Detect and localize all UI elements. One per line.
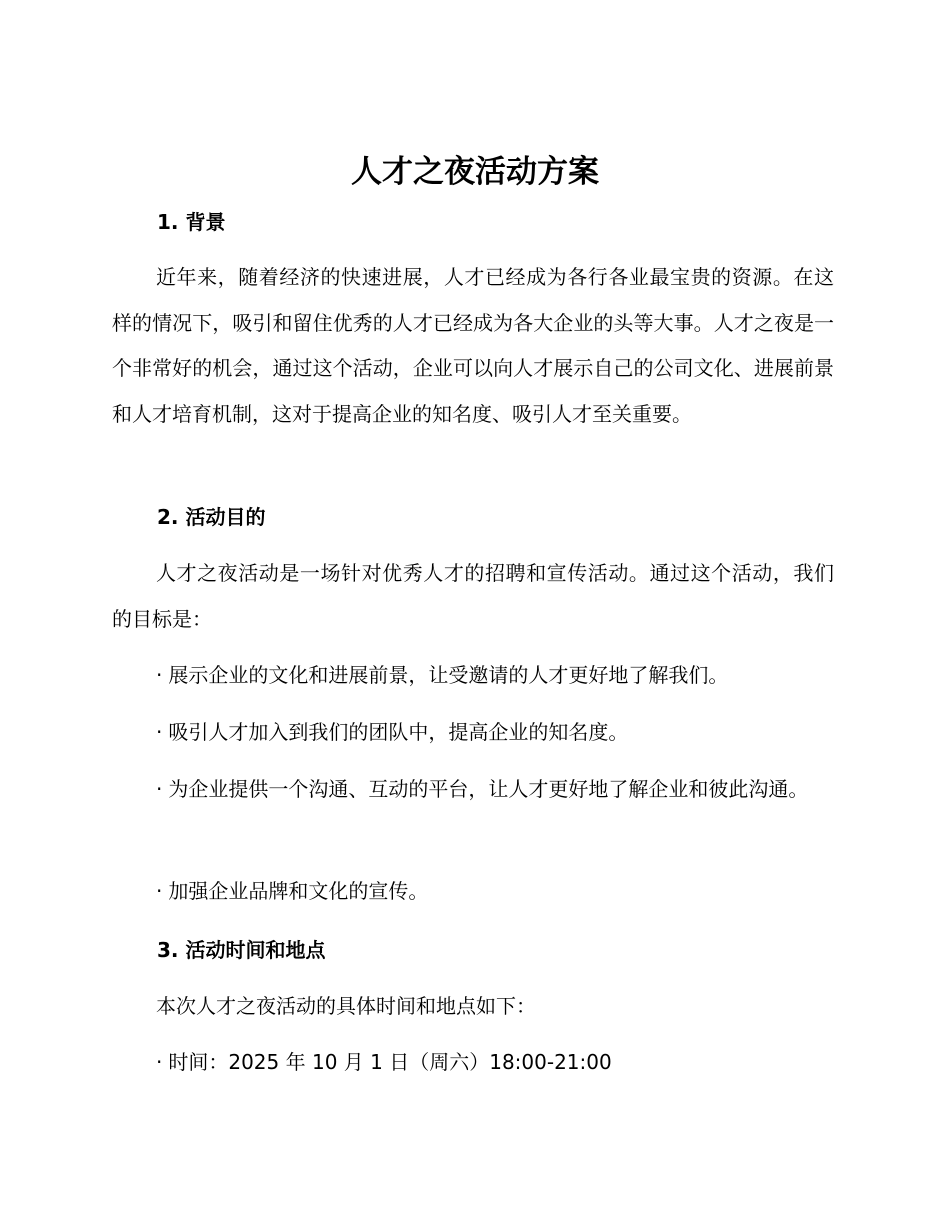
section-paragraph-time-location: 本次人才之夜活动的具体时间和地点如下： (156, 994, 536, 1018)
section-paragraph-purpose: 人才之夜活动是一场针对优秀人才的招聘和宣传活动。通过这个活动，我们的目标是： (112, 561, 834, 631)
bullet-marker: · (156, 879, 163, 903)
list-item-text: 展示企业的文化和进展前景，让受邀请的人才更好地了解我们。 (168, 663, 729, 687)
list-item-text: 时间：2025 年 10 月 1 日（周六）18:00-21:00 (168, 1050, 612, 1074)
list-item-text: 为企业提供一个沟通、互动的平台，让人才更好地了解企业和彼此沟通。 (168, 777, 809, 801)
list-item (112, 1040, 834, 1086)
list-item (112, 710, 834, 756)
section-heading-background: 1. 背景 (157, 210, 226, 234)
list-item-text: 吸引人才加入到我们的团队中，提高企业的知名度。 (168, 720, 629, 744)
bullet-marker: · (156, 663, 163, 687)
list-item-text: 加强企业品牌和文化的宣传。 (168, 879, 429, 903)
section-heading-time-location: 3. 活动时间和地点 (157, 938, 326, 962)
section-heading-purpose: 2. 活动目的 (157, 505, 266, 529)
bullet-marker: · (156, 777, 163, 801)
list-item (112, 653, 834, 699)
bullet-marker: · (156, 1050, 163, 1074)
bullet-marker: · (156, 720, 163, 744)
list-item (112, 767, 834, 813)
document-title: 人才之夜活动方案 (351, 154, 599, 190)
list-item (112, 869, 834, 915)
section-paragraph-background: 近年来，随着经济的快速进展，人才已经成为各行各业最宝贵的资源。在这样的情况下，吸引和留住优秀的人才已经成为各大企业的头等大事。人才之夜是一个非常好的机会，通过这个活动，企业可以向人才展示自己的公司文化、进展前景和人才培育机制，这对于提高企业的知名度、吸引人才至关重要。 (112, 265, 834, 426)
